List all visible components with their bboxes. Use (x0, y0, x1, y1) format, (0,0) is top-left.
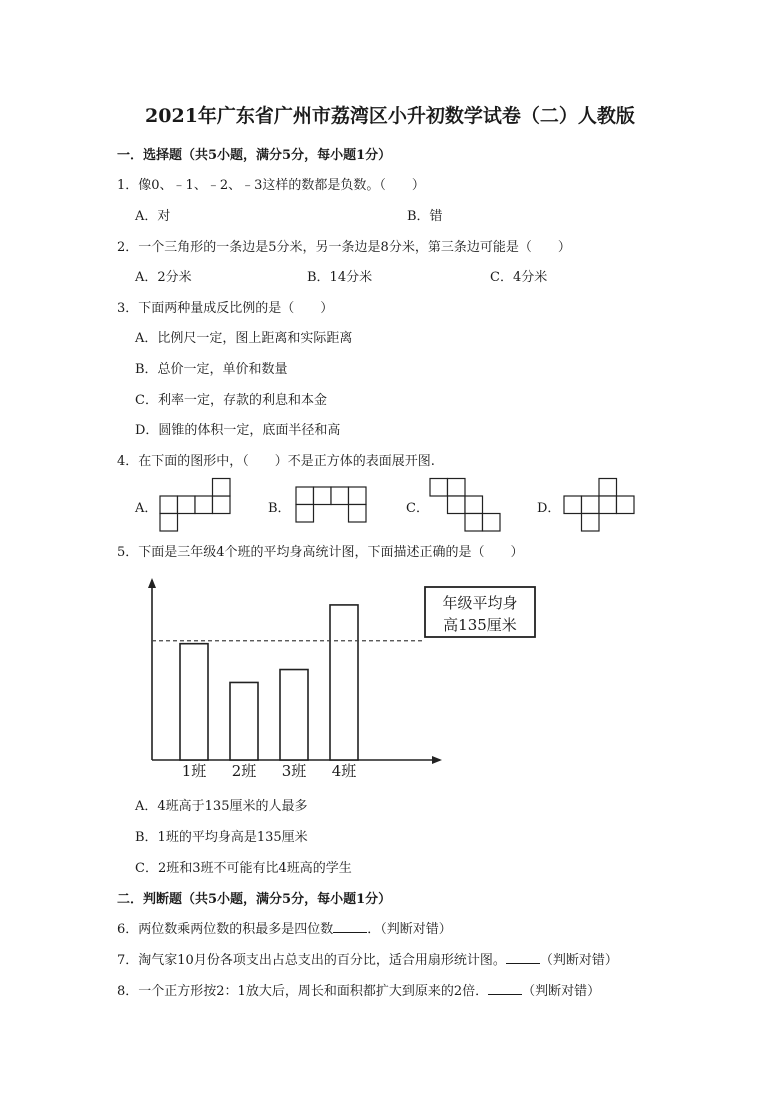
x-tick-label-1: 1班 (181, 762, 207, 780)
question-5: 5．下面是三年级4个班的平均身高统计图，下面描述正确的是（ ） (117, 545, 524, 560)
section-heading-choice: 一．选择题（共5小题，满分5分，每小题1分） (117, 148, 392, 163)
q5-option-b[interactable]: B．1班的平均身高是135厘米 (135, 830, 308, 845)
q3-option-d[interactable]: D．圆锥的体积一定，底面半径和高 (135, 423, 341, 438)
question-6-suffix: ．（判断对错） (367, 922, 452, 937)
question-2: 2．一个三角形的一条边是5分米，另一条边是8分米，第三条边可能是（ ） (117, 240, 571, 255)
bar-4 (330, 605, 358, 760)
cube-net-b-figure (296, 486, 368, 522)
question-3: 3．下面两种量成反比例的是（ ） (117, 301, 334, 316)
answer-blank-6[interactable] (333, 920, 367, 933)
question-7-text: 7．淘气家10月份各项支出占总支出的百分比，适合用扇形统计图。 (117, 953, 506, 968)
q1-option-a[interactable]: A．对 (135, 209, 171, 224)
q2-option-c[interactable]: C．4分米 (490, 270, 548, 285)
average-height-bar-chart (140, 572, 560, 784)
q3-option-b[interactable]: B．总价一定，单价和数量 (135, 362, 288, 377)
average-annotation-line-1: 年级平均身 (442, 594, 518, 612)
q3-option-a[interactable]: A．比例尺一定，图上距离和实际距离 (135, 331, 353, 346)
x-tick-label-2: 2班 (231, 762, 257, 780)
cube-net-d-figure (564, 478, 636, 532)
cube-net-c-figure (430, 478, 502, 532)
q1-option-b[interactable]: B．错 (407, 209, 443, 224)
cube-net-a-figure (160, 478, 232, 532)
page-title: 2021年广东省广州市荔湾区小升初数学试卷（二）人教版 (145, 105, 635, 127)
q3-option-c[interactable]: C．利率一定，存款的利息和本金 (135, 393, 327, 408)
question-8-text: 8．一个正方形按2：1放大后，周长和面积都扩大到原来的2倍． (117, 984, 489, 999)
x-tick-label-4: 4班 (331, 762, 357, 780)
answer-blank-7[interactable] (506, 951, 540, 964)
q5-option-a[interactable]: A．4班高于135厘米的人最多 (135, 799, 308, 814)
question-1: 1．像0、﹣1、﹣2、﹣3这样的数都是负数。（ ） (117, 178, 425, 193)
question-8-suffix: （判断对错） (522, 984, 601, 999)
section-heading-judgement: 二．判断题（共5小题，满分5分，每小题1分） (117, 892, 392, 907)
q4-option-a[interactable]: A． (135, 501, 158, 516)
question-6-text: 6．两位数乘两位数的积最多是四位数 (117, 922, 334, 937)
question-6 (117, 918, 452, 937)
q4-option-d[interactable]: D． (537, 501, 561, 516)
bar-3 (280, 670, 308, 760)
y-axis-arrow (148, 578, 156, 588)
q4-option-c[interactable]: C． (406, 501, 429, 516)
question-4: 4．在下面的图形中，（ ）不是正方体的表面展开图. (117, 454, 435, 469)
q2-option-b[interactable]: B．14分米 (307, 270, 373, 285)
q5-option-c[interactable]: C．2班和3班不可能有比4班高的学生 (135, 861, 352, 876)
x-tick-label-3: 3班 (281, 762, 307, 780)
x-axis-arrow (432, 756, 442, 764)
answer-blank-8[interactable] (488, 982, 522, 995)
q4-option-b[interactable]: B． (268, 501, 291, 516)
bar-1 (180, 644, 208, 760)
bar-2 (230, 682, 258, 760)
q2-option-a[interactable]: A．2分米 (135, 270, 192, 285)
average-annotation-line-2: 高135厘米 (443, 616, 517, 634)
question-8 (117, 980, 600, 999)
question-7-suffix: （判断对错） (539, 953, 618, 968)
question-7 (117, 949, 618, 968)
